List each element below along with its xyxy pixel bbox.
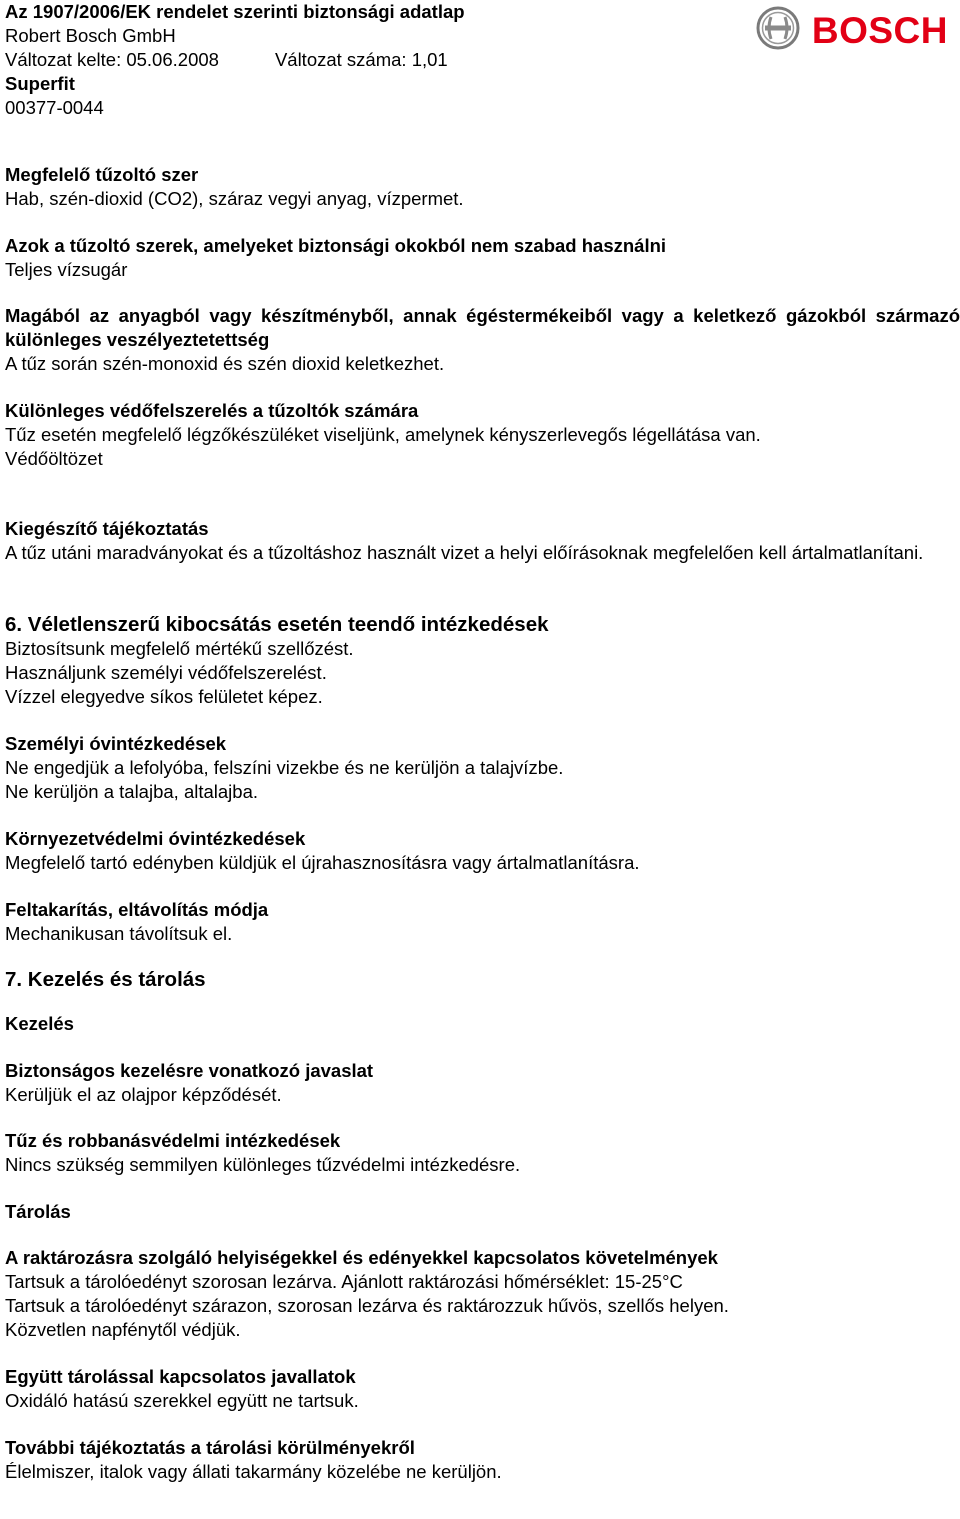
section-storage-requirements — [5, 1246, 960, 1342]
document-header — [5, 0, 705, 120]
section-fire-protection — [5, 1129, 960, 1177]
section-6-title: 6. Véletlenszerű kibocsátás esetén teendő intézkedések — [5, 613, 549, 636]
text-environmental-precautions: Megfelelő tartó edényben küldjük el újrahasznosításra vagy ártalmatlanításra. — [5, 852, 640, 873]
section-personal-precautions — [5, 732, 960, 804]
section-handling — [5, 1012, 960, 1036]
section-6-line: Biztosítsunk megfelelő mértékű szellőzést. — [5, 638, 354, 659]
section-extinguishing-media — [5, 163, 960, 211]
heading-storage: Tárolás — [5, 1201, 71, 1222]
section-additional-info — [5, 517, 960, 565]
bosch-wordmark: BOSCH — [811, 9, 948, 51]
bosch-logo — [756, 6, 948, 55]
text-protective-equipment: Tűz esetén megfelelő légzőkészüléket viseljünk, amelynek kényszerlevegős légellátása van. — [5, 424, 761, 445]
section-cleanup — [5, 898, 960, 946]
heading-storage-info: További tájékoztatás a tárolási körülményekről — [5, 1437, 415, 1458]
product-code: 00377-0044 — [5, 97, 104, 118]
heading-personal-precautions: Személyi óvintézkedések — [5, 733, 227, 754]
text-extinguishing-media: Hab, szén-dioxid (CO2), száraz vegyi anyag, vízpermet. — [5, 188, 464, 209]
bosch-armature-icon — [756, 6, 800, 55]
document-title: Az 1907/2006/EK rendelet szerinti biztonsági adatlap — [5, 1, 465, 22]
heading-joint-storage: Együtt tárolással kapcsolatos javallatok — [5, 1366, 356, 1387]
text-special-hazards: A tűz során szén-monoxid és szén dioxid keletkezhet. — [5, 353, 445, 374]
heading-fire-protection: Tűz és robbanásvédelmi intézkedések — [5, 1130, 341, 1151]
version-row — [5, 48, 705, 72]
section-environmental-precautions — [5, 827, 960, 875]
version-date: Változat kelte: 05.06.2008 — [5, 49, 219, 70]
text-protective-clothing: Védőöltözet — [5, 448, 103, 469]
company-name: Robert Bosch GmbH — [5, 25, 176, 46]
text-fire-protection: Nincs szükség semmilyen különleges tűzvédelmi intézkedésre. — [5, 1154, 521, 1175]
text-additional-info: A tűz utáni maradványokat és a tűzoltáshoz használt vizet a helyi előírásoknak megfelelően kell ártalmatlanítani. — [5, 542, 924, 563]
text-cleanup: Mechanikusan távolítsuk el. — [5, 923, 233, 944]
text-unsuitable-media: Teljes vízsugár — [5, 259, 128, 280]
text-storage-requirements: Tartsuk a tárolóedényt szorosan lezárva. Ajánlott raktározási hőmérséklet: 15-25°C — [5, 1271, 683, 1292]
text-personal-precautions: Ne kerüljön a talajba, altalajba. — [5, 781, 258, 802]
heading-storage-requirements: A raktározásra szolgáló helyiségekkel és edényekkel kapcsolatos követelmények — [5, 1247, 718, 1268]
heading-extinguishing-media: Megfelelő tűzoltó szer — [5, 164, 199, 185]
text-storage-info: Élelmiszer, italok vagy állati takarmány közelébe ne kerüljön. — [5, 1461, 502, 1482]
version-number: Változat száma: 1,01 — [274, 49, 448, 70]
text-storage-requirements: Tartsuk a tárolóedényt szárazon, szorosan lezárva és raktározzuk hűvös, szellős helyen. — [5, 1295, 729, 1316]
section-storage — [5, 1200, 960, 1224]
section-safe-handling — [5, 1059, 960, 1107]
section-6-line: Használjunk személyi védőfelszerelést. — [5, 662, 327, 683]
heading-environmental-precautions: Környezetvédelmi óvintézkedések — [5, 828, 306, 849]
document-body — [5, 163, 960, 1484]
section-storage-info — [5, 1436, 960, 1484]
heading-unsuitable-media: Azok a tűzoltó szerek, amelyeket biztonsági okokból nem szabad használni — [5, 235, 667, 256]
section-joint-storage — [5, 1365, 960, 1413]
section-6-line: Vízzel elegyedve síkos felületet képez. — [5, 686, 323, 707]
section-7-handling-storage — [5, 968, 960, 992]
text-safe-handling: Kerüljük el az olajpor képződését. — [5, 1084, 282, 1105]
text-joint-storage: Oxidáló hatású szerekkel együtt ne tartsuk. — [5, 1390, 359, 1411]
heading-additional-info: Kiegészítő tájékoztatás — [5, 518, 209, 539]
heading-safe-handling: Biztonságos kezelésre vonatkozó javaslat — [5, 1060, 374, 1081]
section-6-accidental-release — [5, 613, 960, 709]
heading-protective-equipment: Különleges védőfelszerelés a tűzoltók számára — [5, 400, 419, 421]
text-storage-requirements: Közvetlen napfénytől védjük. — [5, 1319, 241, 1340]
section-special-hazards — [5, 304, 960, 376]
section-unsuitable-media — [5, 234, 960, 282]
text-personal-precautions: Ne engedjük a lefolyóba, felszíni vizekbe és ne kerüljön a talajvízbe. — [5, 757, 564, 778]
heading-cleanup: Feltakarítás, eltávolítás módja — [5, 899, 269, 920]
product-name: Superfit — [5, 73, 75, 94]
section-protective-equipment — [5, 399, 960, 471]
section-7-title: 7. Kezelés és tárolás — [5, 968, 206, 991]
heading-handling: Kezelés — [5, 1013, 74, 1034]
heading-special-hazards: Magából az anyagból vagy készítményből, annak égéstermékeiből vagy a keletkező gázokból származó különleges veszélyeztetettség — [5, 305, 960, 350]
